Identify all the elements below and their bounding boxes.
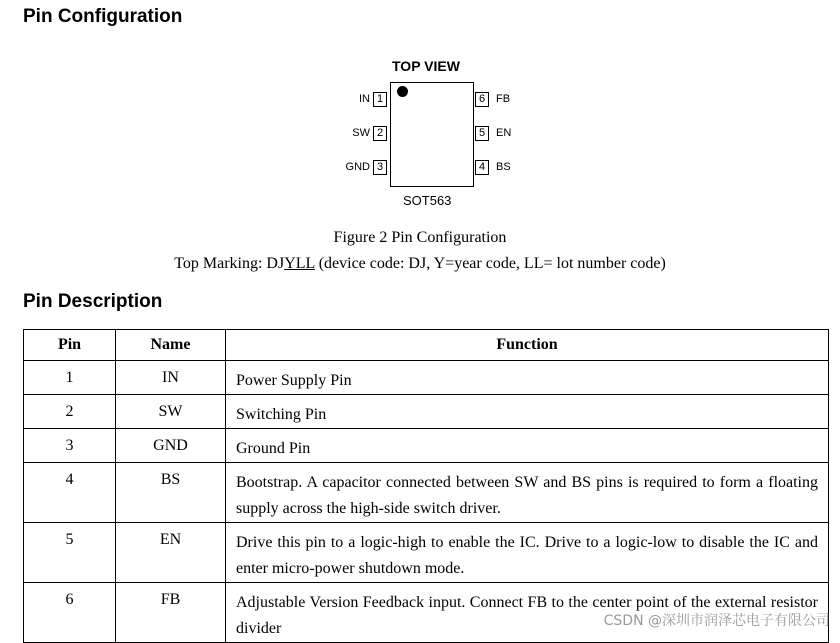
top-view-label: TOP VIEW xyxy=(392,58,460,74)
marking-underlined: YLL xyxy=(284,255,315,272)
pin-number-6: 6 xyxy=(475,92,489,107)
cell-function: Power Supply Pin xyxy=(226,361,829,395)
header-name: Name xyxy=(116,330,226,361)
marking-prefix: Top Marking: DJ xyxy=(174,255,285,272)
cell-pin: 6 xyxy=(24,583,116,643)
marking-suffix: (device code: DJ, Y=year code, LL= lot number code) xyxy=(314,255,666,272)
table-row xyxy=(24,395,829,429)
watermark: CSDN @深圳市润泽芯电子有限公司 xyxy=(603,613,830,629)
pin-label-en: EN xyxy=(496,127,512,139)
pin-number-5: 5 xyxy=(475,126,489,141)
cell-name: EN xyxy=(116,523,226,583)
pin-description-heading: Pin Description xyxy=(23,291,163,312)
pin-number-4: 4 xyxy=(475,160,489,175)
pin1-marker-dot-icon xyxy=(397,86,408,97)
pin-label-bs: BS xyxy=(496,161,511,173)
cell-name: GND xyxy=(116,429,226,463)
pin-number-3: 3 xyxy=(373,160,387,175)
pin-label-gnd: GND xyxy=(345,161,370,173)
cell-pin: 4 xyxy=(24,463,116,523)
header-pin: Pin xyxy=(24,330,116,361)
cell-function: Ground Pin xyxy=(226,429,829,463)
pin-diagram xyxy=(330,55,530,215)
cell-function: Switching Pin xyxy=(226,395,829,429)
table-row xyxy=(24,463,829,523)
cell-pin: 3 xyxy=(24,429,116,463)
table-row xyxy=(24,523,829,583)
table-row xyxy=(24,361,829,395)
top-marking-caption xyxy=(0,255,840,273)
cell-name: SW xyxy=(116,395,226,429)
cell-name: BS xyxy=(116,463,226,523)
pin-label-sw: SW xyxy=(352,127,370,139)
pin-label-in: IN xyxy=(359,93,370,105)
pin-number-2: 2 xyxy=(373,126,387,141)
header-function: Function xyxy=(226,330,829,361)
cell-name: FB xyxy=(116,583,226,643)
cell-name: IN xyxy=(116,361,226,395)
figure-caption: Figure 2 Pin Configuration xyxy=(333,229,507,246)
cell-pin: 1 xyxy=(24,361,116,395)
pin-configuration-heading: Pin Configuration xyxy=(23,6,183,27)
cell-function: Adjustable Version Feedback input. Connect FB to the center point of the external resistor divider xyxy=(226,583,829,643)
pin-label-fb: FB xyxy=(496,93,511,105)
table-row xyxy=(24,429,829,463)
package-label: SOT563 xyxy=(403,193,452,208)
cell-function: Drive this pin to a logic-high to enable the IC. Drive to a logic-low to disable the IC and enter micro-power shutdown mode. xyxy=(226,523,829,583)
cell-pin: 5 xyxy=(24,523,116,583)
chip-body xyxy=(390,82,474,187)
cell-pin: 2 xyxy=(24,395,116,429)
pin-description-table xyxy=(23,329,829,643)
pin-number-1: 1 xyxy=(373,92,387,107)
cell-function: Bootstrap. A capacitor connected between SW and BS pins is required to form a floating supply across the high-side switch driver. xyxy=(226,463,829,523)
table-header-row xyxy=(24,330,829,361)
